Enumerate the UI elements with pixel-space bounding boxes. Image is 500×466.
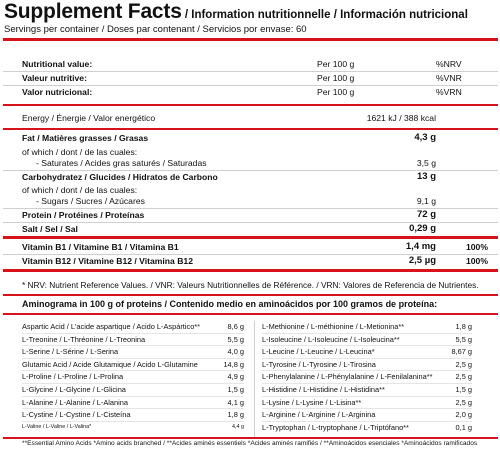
amino-row xyxy=(22,384,244,397)
section-rule xyxy=(3,128,498,130)
amino-name: L-Valine / L-Valine / L-Valina* xyxy=(22,423,92,430)
vitamin-value: 1,4 mg xyxy=(405,241,436,252)
amino-value: 4,4 g xyxy=(232,423,244,430)
nutrition-header-label: Valeur nutritive: xyxy=(22,73,87,83)
amino-name: L-Methionine / L-méthionine / L-Metionina** xyxy=(262,322,405,331)
label-subtitle: / Information nutritionnelle / Información nutricional xyxy=(181,9,468,21)
energy-value: 1621 kJ / 388 kcal xyxy=(366,113,436,123)
carbohydrate-label: Carbohydratez / Glucides / Hidratos de Carbono xyxy=(22,172,218,182)
amino-row xyxy=(262,397,472,410)
saturates-row xyxy=(22,156,482,170)
energy-row xyxy=(22,111,482,125)
amino-name: Glutamic Acid / Acide Glutamique / Acido L-Glutamine xyxy=(22,359,198,369)
section-rule xyxy=(3,294,498,296)
amino-value: 4,9 g xyxy=(227,372,244,382)
amino-value: 2,5 g xyxy=(455,359,472,369)
protein-row xyxy=(22,208,482,222)
amino-row xyxy=(22,397,244,410)
salt-row xyxy=(22,222,482,236)
fat-value: 4,3 g xyxy=(414,132,436,143)
amino-column-divider xyxy=(254,321,255,437)
amino-name: L-Treonine / L-Thréonine / L-Treonina xyxy=(22,334,146,344)
amino-name: L-Glycine / L-Glycine / L-Glicina xyxy=(22,384,126,394)
nutrition-header-label: Valor nutricional: xyxy=(22,87,93,97)
amino-name: L-Isoleucine / L-Isoleucine / L-Isoleucina** xyxy=(262,334,400,344)
amino-value: 4,1 g xyxy=(227,397,244,407)
section-rule xyxy=(3,236,498,239)
amino-value: 5,5 g xyxy=(455,334,472,344)
nrv-note: * NRV: Nutrient Reference Values. / VNR: Valeurs Nutritionnelles de Référence. / VRN: Valores de Referencia de Nutrientes. xyxy=(22,280,479,290)
protein-label: Protein / Protéines / Proteínas xyxy=(22,210,145,220)
amino-row xyxy=(262,359,472,372)
amino-value: 1,5 g xyxy=(455,384,472,394)
amino-name: L-Tyrosine / L-Tyrosine / L-Tirosina xyxy=(262,359,376,369)
amino-name: L-Serine / L-Sérine / L-Serina xyxy=(22,347,119,357)
vitamin-nrv: 100% xyxy=(466,256,488,266)
amino-row xyxy=(22,334,244,347)
amino-value: 1,5 g xyxy=(227,384,244,394)
fat-of-which-label: of which / dont / de las cuales: xyxy=(22,147,138,157)
carbohydrate-value: 13 g xyxy=(416,171,436,182)
vrn-header: %VRN xyxy=(436,87,462,97)
amino-row xyxy=(262,384,472,397)
amino-name: L-Lysine / L-Lysine / L-Lisina** xyxy=(262,397,362,407)
salt-value: 0,29 g xyxy=(409,223,436,234)
amino-row xyxy=(22,359,244,372)
vitamin-nrv: 100% xyxy=(466,242,488,252)
salt-label: Salt / Sel / Sal xyxy=(22,224,78,234)
amino-name: L-Alanine / L-Alanine / L-Alanina xyxy=(22,397,128,407)
vitamin-value: 2,5 µg xyxy=(408,255,436,266)
label-header xyxy=(4,0,468,24)
sugars-label: - Sugars / Sucres / Azúcares xyxy=(36,196,145,206)
vitamin-b12-row xyxy=(22,254,488,268)
amino-value: 2,0 g xyxy=(455,410,472,420)
amino-value: 1,8 g xyxy=(227,410,244,420)
sugars-row xyxy=(22,194,482,208)
saturates-label: - Saturates / Acides gras saturés / Saturadas xyxy=(36,158,207,168)
amino-name: L-Leucine / L-Leucine / L-Leucina* xyxy=(262,347,375,357)
nutrition-header-row-es xyxy=(22,85,482,99)
top-rule xyxy=(3,38,498,41)
amino-value: 8,67 g xyxy=(451,347,472,357)
amino-row xyxy=(22,422,244,434)
amino-name: L-Arginine / L-Arginine / L-Arginina xyxy=(262,410,376,420)
fat-label: Fat / Matières grasses / Grasas xyxy=(22,133,149,143)
vitamin-label: Vitamin B1 / Vitamine B1 / Vitamina B1 xyxy=(22,242,179,252)
vitamin-label: Vitamin B12 / Vitamine B12 / Vitamina B12 xyxy=(22,256,193,266)
section-rule xyxy=(3,269,498,272)
amino-name: Aspartic Acid / L'acide aspartique / Acido L-Aspártico** xyxy=(22,322,201,331)
carb-of-which-label: of which / dont / de las cuales: xyxy=(22,185,138,195)
amino-name: L-Histidine / L-Histidine / L-Histidina** xyxy=(262,384,385,394)
amino-name: L-Tryptophan / L-tryptophane / L-Triptófano** xyxy=(262,422,409,432)
amino-name: L-Proline / L-Proline / L-Prolina xyxy=(22,372,124,382)
aminogram-title: Aminograma in 100 g of proteins / Contenido medio en aminoácidos por 100 gramos de proteína: xyxy=(22,299,438,309)
amino-name: L-Phenylalanine / L-Phénylalanine / L-Fenilalanina** xyxy=(262,372,433,382)
amino-value: 14,8 g xyxy=(223,359,244,369)
nrv-header: %NRV xyxy=(436,59,462,69)
amino-row xyxy=(22,346,244,359)
amino-value: 8,6 g xyxy=(227,322,244,331)
amino-footnote: **Essential Amino Acids *Amino acids branched / **Acides aminés essentiels *Acides aminés ramifiés / **Aminoácidos esenciales *Aminoácidos ramificados xyxy=(22,440,478,447)
energy-label: Energy / Énergie / Valor energético xyxy=(22,113,156,123)
amino-column-left xyxy=(22,321,244,433)
nutrition-header-row-en xyxy=(22,57,482,71)
amino-row xyxy=(262,321,472,334)
amino-row xyxy=(262,371,472,384)
amino-row xyxy=(22,321,244,334)
amino-row xyxy=(262,409,472,422)
vitamin-b1-row xyxy=(22,240,488,254)
amino-row xyxy=(22,409,244,422)
nutrition-header-row-fr xyxy=(22,71,482,85)
section-rule xyxy=(3,104,498,106)
per-100g-header: Per 100 g xyxy=(317,59,355,69)
section-rule xyxy=(3,313,498,315)
per-100g-header: Per 100 g xyxy=(317,87,355,97)
amino-value: 2,5 g xyxy=(455,372,472,382)
vnr-header: %VNR xyxy=(436,73,462,83)
amino-column-right xyxy=(262,321,472,433)
amino-value: 1,8 g xyxy=(455,322,472,331)
amino-row xyxy=(262,346,472,359)
servings-per-container: Servings per container / Doses par contenant / Servicios por envase: 60 xyxy=(4,24,307,35)
nutrition-header-label: Nutritional value: xyxy=(22,59,93,69)
per-100g-header: Per 100 g xyxy=(317,73,355,83)
carbohydrate-row xyxy=(22,170,482,184)
amino-row xyxy=(262,422,472,434)
amino-value: 2,5 g xyxy=(455,397,472,407)
amino-row xyxy=(22,371,244,384)
amino-value: 5,5 g xyxy=(227,334,244,344)
amino-name: L-Cystine / L-Cystine / L-Cisteína xyxy=(22,410,131,420)
amino-row xyxy=(262,334,472,347)
saturates-value: 3,5 g xyxy=(416,158,436,168)
label-title: Supplement Facts xyxy=(4,0,182,23)
protein-value: 72 g xyxy=(416,209,436,220)
bottom-rule xyxy=(3,437,498,439)
fat-row xyxy=(22,131,482,145)
amino-value: 4,0 g xyxy=(227,347,244,357)
amino-value: 0,1 g xyxy=(455,422,472,432)
sugars-value: 9,1 g xyxy=(416,196,436,206)
